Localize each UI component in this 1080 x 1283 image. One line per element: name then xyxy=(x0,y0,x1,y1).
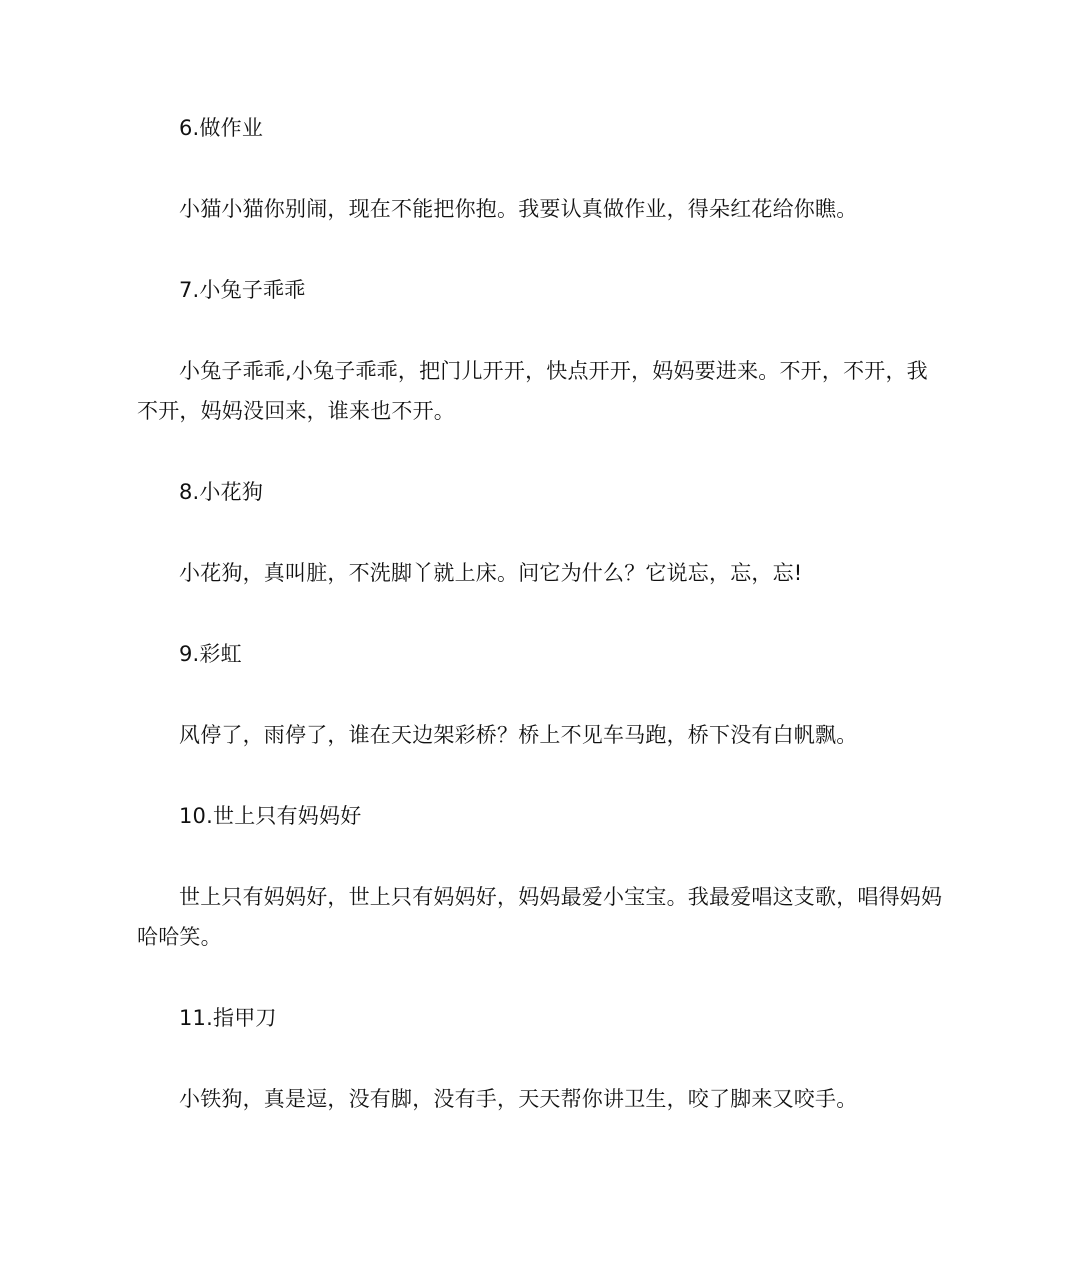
section-text: 小兔子乖乖,小兔子乖乖，把门儿开开，快点开开，妈妈要进来。不开，不开，我不开，妈妈没回来，谁来也不开。 xyxy=(137,359,928,423)
section-title: 6.做作业 xyxy=(179,116,264,140)
document-content xyxy=(137,108,943,1160)
section-text: 小铁狗，真是逗，没有脚，没有手，天天帮你讲卫生，咬了脚来又咬手。 xyxy=(179,1087,858,1111)
section-title: 11.指甲刀 xyxy=(179,1006,277,1030)
section-text: 风停了，雨停了，谁在天边架彩桥？桥上不见车马跑，桥下没有白帆飘。 xyxy=(179,723,858,747)
section-title: 8.小花狗 xyxy=(179,480,264,504)
section-text: 世上只有妈妈好，世上只有妈妈好，妈妈最爱小宝宝。我最爱唱这支歌，唱得妈妈哈哈笑。 xyxy=(137,885,943,949)
section-title: 7.小兔子乖乖 xyxy=(179,278,306,302)
section-title: 9.彩虹 xyxy=(179,642,242,666)
section-title: 10.世上只有妈妈好 xyxy=(179,804,362,828)
section-text: 小猫小猫你别闹，现在不能把你抱。我要认真做作业，得朵红花给你瞧。 xyxy=(179,197,858,221)
section-text: 小花狗，真叫脏，不洗脚丫就上床。问它为什么？它说忘，忘，忘! xyxy=(179,561,803,585)
